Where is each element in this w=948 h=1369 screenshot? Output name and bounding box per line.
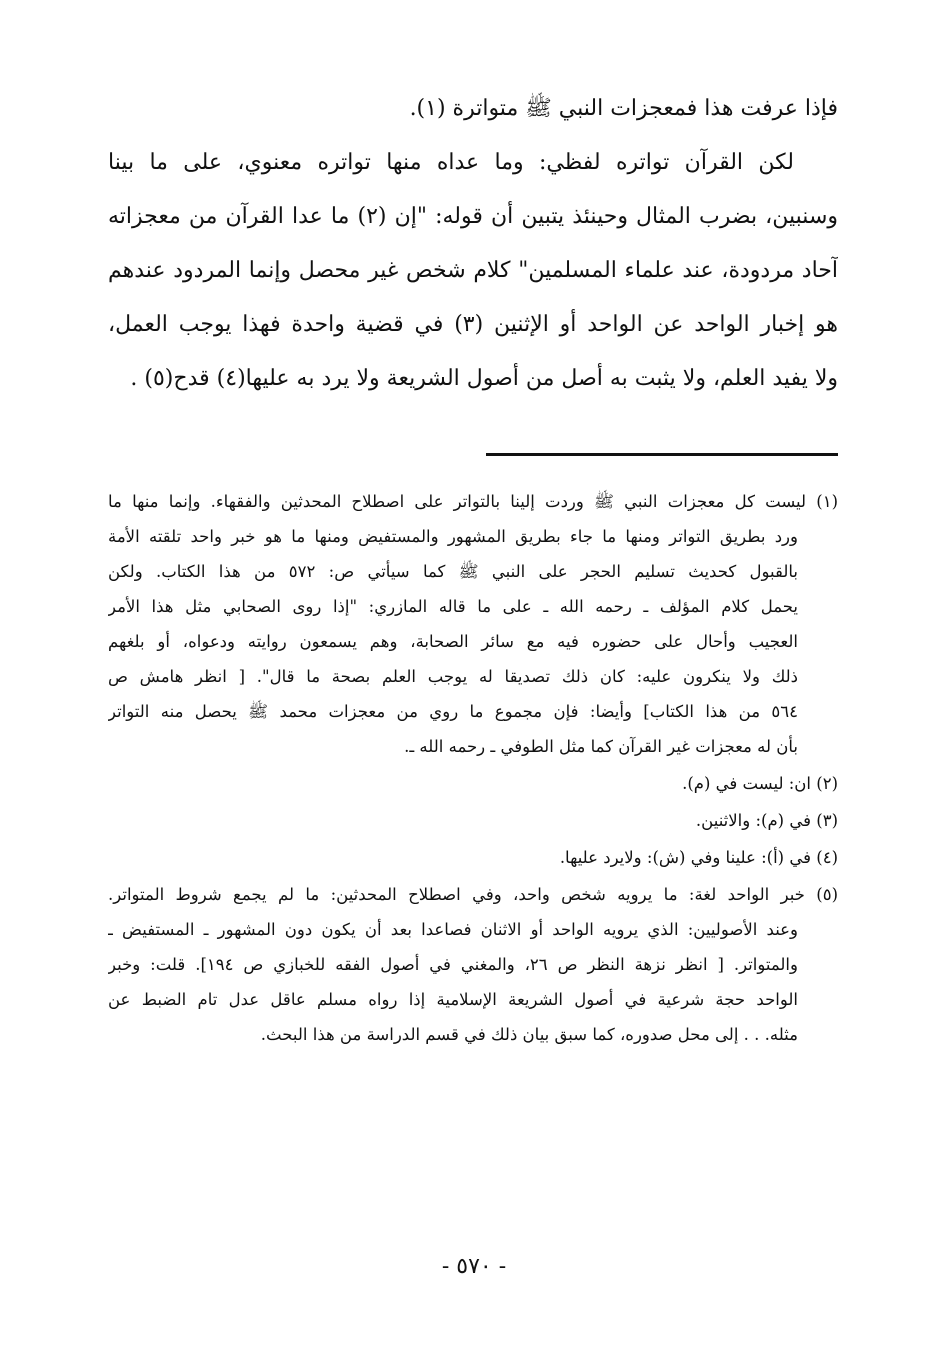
- footnote-line: مثله. . . إلى محل صدوره، كما سبق بيان ذلك في قسم الدراسة من هذا البحث.: [260, 1025, 798, 1044]
- footnotes-block: [108, 484, 838, 1052]
- footnote-4: (٤) في (أ): علينا وفي (ش): ولايرد عليها.: [559, 848, 838, 867]
- footnote-line: وعند الأصوليين: الذي يرويه الواحد أو الاثنان فصاعدا بعد أن يكون دون المشهور ـ المستفيض ـ: [108, 920, 798, 939]
- main-text-line: لكن القرآن تواتره لفظي: وما عداه منها تواتره معنوي، على ما بينا: [108, 150, 794, 175]
- footnote-line: والمتواتر. [ انظر نزهة النظر ص ٢٦، والمغني في أصول الفقه للخبازي ص ١٩٤]. قلت: وخبر: [108, 955, 798, 974]
- footnote-line: ٥٦٤ من هذا الكتاب] وأيضا: فإن مجموع ما روي من معجزات محمد ﷺ يحصل منه التواتر: [108, 702, 798, 721]
- main-text-line: آحاد مردودة، عند علماء المسلمين" كلام شخص غير محصل وإنما المردود عندهم: [108, 258, 838, 283]
- footnote-line: الواحد حجة شرعية في أصول الشريعة الإسلامية إذا رواه مسلم عاقل عدل تام الضبط عن: [108, 990, 798, 1009]
- footnote-line: ورد بطريق التواتر ومنها ما جاء بطريق المشهور والمستفيض ومنها ما هو خبر واحد تلقته الأمة: [108, 527, 798, 546]
- main-text-block: [108, 82, 838, 406]
- footnote-line: ذلك ولا ينكرون عليه: كان ذلك تصديقا له يوجب العلم بصحة ما قال". [ انظر هامش ص: [108, 667, 798, 686]
- footnote-5: [108, 877, 838, 1052]
- footnote-3: (٣) في (م): والاثنين.: [695, 811, 838, 830]
- footnote-line: العجيب وأحال على حضوره فيه مع سائر الصحابة، وهم يسمعون روايته ودعواه، أو بلغهم: [108, 632, 798, 651]
- footnote-1: [108, 484, 838, 764]
- footnote-line: بأن له معجزات غير القرآن كما مثل الطوفي ـ رحمه الله ـ.: [404, 737, 798, 756]
- footnote-line: (٥) خبر الواحد لغة: ما يرويه شخص واحد، وفي اصطلاح المحدثين: ما لم يجمع شروط المتواتر.: [108, 885, 838, 904]
- footnote-2: (٢) ان: ليست في (م).: [682, 774, 838, 793]
- footnote-separator: [486, 453, 838, 456]
- main-text-line: هو إخبار الواحد عن الواحد أو الإثنين (٣) في قضية واحدة فهذا يوجب العمل،: [108, 312, 838, 337]
- footnote-line: بالقبول كحديث تسليم الحجر على النبي ﷺ كما سيأتي ص: ٥٧٢ من هذا الكتاب. ولكن: [108, 562, 799, 581]
- page-number: - ٥٧٠ -: [441, 1254, 507, 1279]
- main-text-line: فإذا عرفت هذا فمعجزات النبي ﷺ متواترة (١).: [409, 96, 838, 121]
- main-text-line: وسنبين، بضرب المثال وحينئذ يتبين أن قوله: "إن (٢) ما عدا القرآن من معجزاته: [108, 204, 838, 229]
- footnote-line: (١) ليست كل معجزات النبي ﷺ وردت إلينا بالتواتر على اصطلاح المحدثين والفقهاء. وإنما منها ما: [108, 492, 838, 511]
- footnote-line: يحمل كلام المؤلف ـ رحمه الله ـ على ما قاله المازري: "إذا روى الصحابي مثل هذا الأمر: [108, 597, 798, 616]
- main-text-line: ولا يفيد العلم، ولا يثبت به أصل من أصول الشريعة ولا يرد به عليها(٤) قدح(٥) .: [130, 366, 838, 391]
